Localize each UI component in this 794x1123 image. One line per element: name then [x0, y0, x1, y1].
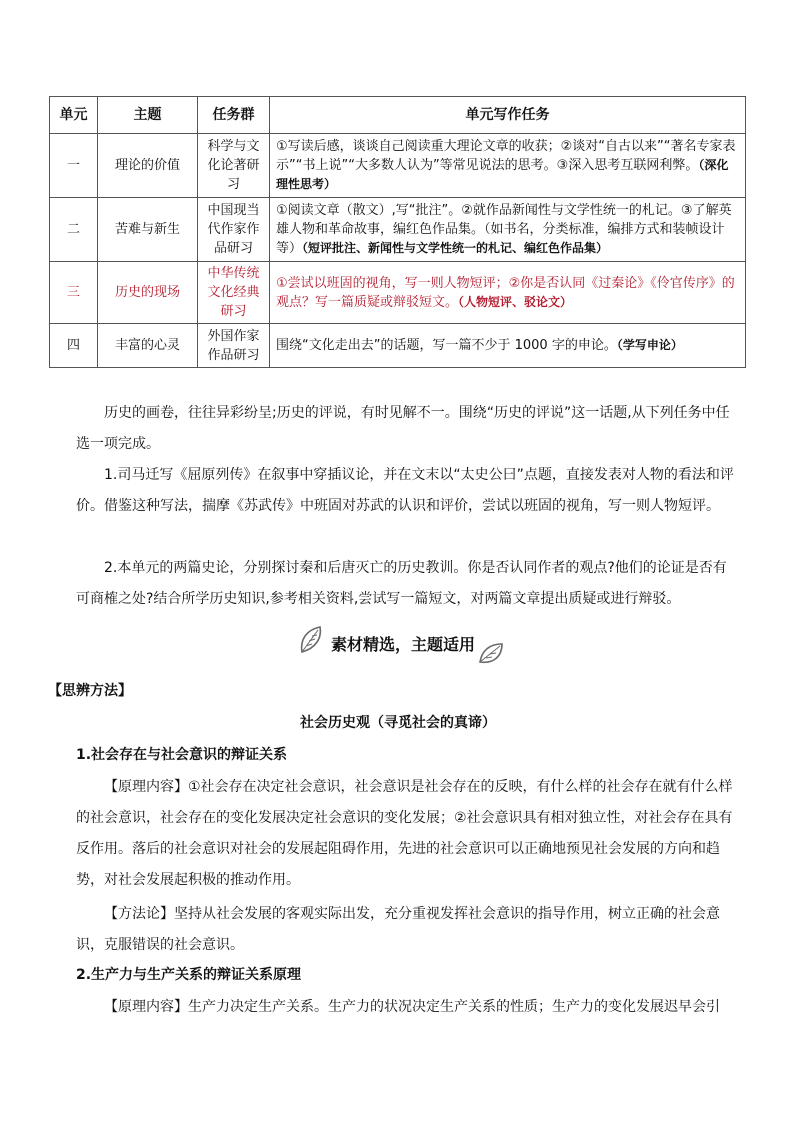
section-label: 【思辨方法】	[48, 683, 132, 699]
writing-tasks-table	[49, 96, 746, 368]
unit-cell: 四	[50, 324, 98, 368]
section-banner	[296, 620, 506, 668]
intro-paragraph: 历史的画卷，往往异彩纷呈;历史的评说，有时见解不一。围绕“历史的评说”这一话题,从下列任务中任选一项完成。	[76, 405, 730, 452]
header-task-group: 任务群	[198, 97, 270, 134]
group-cell: 中华传统文化经典研习	[198, 262, 270, 324]
group-cell: 科学与文化论著研习	[198, 134, 270, 198]
task-text: ①阅读文章（散文）,写“批注”。②就作品新闻性与文学性统一的札记。③了解英雄人物和革命故事，编红色作品集。（如书名，分类标准，编排方式和装帧设计等）	[276, 203, 732, 256]
table-row	[50, 262, 746, 324]
methodology-paragraph: 【方法论】坚持从社会发展的客观实际出发，充分重视发挥社会意识的指导作用，树立正确的社会意识，克服错误的社会意识。	[76, 906, 720, 953]
theme-cell: 丰富的心灵	[98, 324, 198, 368]
task-tag: （短评批注、新闻性与文学性统一的札记、编红色作品集）	[302, 241, 609, 255]
heading-two: 2.生产力与生产关系的辩证关系原理	[76, 967, 302, 983]
unit-cell: 三	[50, 262, 98, 324]
theme-cell: 历史的现场	[98, 262, 198, 324]
header-writing-task: 单元写作任务	[270, 97, 746, 134]
header-unit: 单元	[50, 97, 98, 134]
task-two-paragraph: 2.本单元的两篇史论，分别探讨秦和后唐灭亡的历史教训。你是否认同作者的观点?他们的论证是否有可商榷之处?结合所学历史知识,参考相关资料,尝试写一篇短文，对两篇文章提出质疑或进行辩驳。	[76, 560, 727, 607]
table-row	[50, 134, 746, 198]
task-tag: （学写申论）	[616, 338, 683, 352]
task-text: ①写读后感，谈谈自己阅读重大理论文章的收获；②谈对“自古以来”“著名专家表示”“书上说”“大多数人认为”等常见说法的思考。③深入思考互联网利弊。	[276, 139, 736, 173]
task-one-paragraph: 1.司马迁写《屈原列传》在叙事中穿插议论，并在文末以“太史公曰”点题，直接发表对人物的看法和评价。借鉴这种写法，揣摩《苏武传》中班固对苏武的认识和评价，尝试以班固的视角，写一则人物短评。	[76, 467, 734, 514]
unit-cell: 二	[50, 198, 98, 262]
theme-cell: 苦难与新生	[98, 198, 198, 262]
header-theme: 主题	[98, 97, 198, 134]
table-header-row	[50, 97, 746, 134]
theme-cell: 理论的价值	[98, 134, 198, 198]
leaf-icon	[476, 638, 506, 668]
table-row	[50, 198, 746, 262]
banner-title: 素材精选，主题适用	[330, 635, 475, 654]
subtitle: 社会历史观（寻觅社会的真谛）	[300, 715, 496, 731]
heading-one: 1.社会存在与社会意识的辩证关系	[76, 747, 288, 763]
task-cell	[270, 198, 746, 262]
principle-paragraph-two: 【原理内容】生产力决定生产关系。生产力的状况决定生产关系的性质；生产力的变化发展迟早会引	[104, 999, 720, 1015]
task-cell	[270, 324, 746, 368]
unit-cell: 一	[50, 134, 98, 198]
task-text: ①尝试以班固的视角，写一则人物短评；②你是否认同《过秦论》《伶官传序》的观点？写一篇质疑或辩驳短文。	[276, 275, 735, 310]
task-text: 围绕“文化走出去”的话题，写一篇不少于 1000 字的申论。	[276, 338, 617, 353]
group-cell: 外国作家作品研习	[198, 324, 270, 368]
group-cell: 中国现当代作家作品研习	[198, 198, 270, 262]
task-cell	[270, 262, 746, 324]
task-tag: （人物短评、驳论文）	[458, 294, 573, 309]
table-row	[50, 324, 746, 368]
principle-paragraph: 【原理内容】①社会存在决定社会意识，社会意识是社会存在的反映，有什么样的社会存在就有什么样的社会意识，社会存在的变化发展决定社会意识的变化发展；②社会意识具有相对独立性，对社会存在具有反作用。落后的社会意识对社会的发展起阻碍作用，先进的社会意识可以正确地预见社会发展的方向和趋势，对社会发展起积极的推动作用。	[76, 779, 733, 888]
task-tag: （深化理性思考）	[276, 158, 729, 191]
task-cell	[270, 134, 746, 198]
